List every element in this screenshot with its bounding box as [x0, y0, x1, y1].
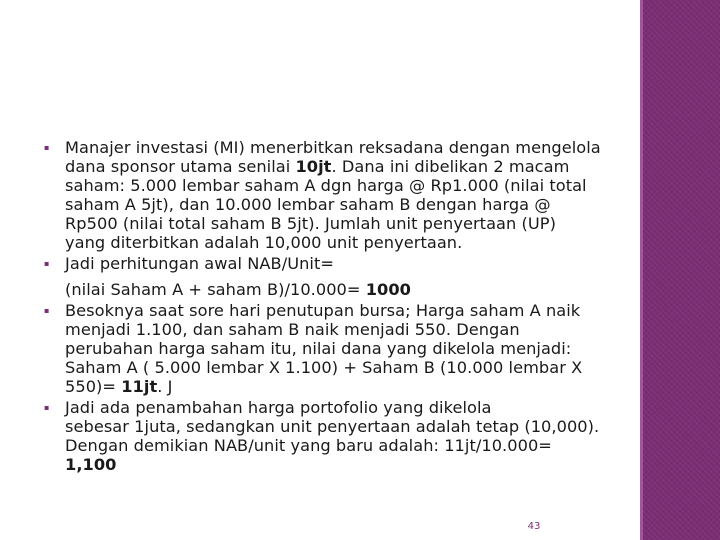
bullet-text-line: saham A 5jt), dan 10.000 lembar saham B dengan harga @	[65, 195, 551, 214]
bullet-list	[44, 138, 684, 474]
bullet-square-icon: ▪	[44, 143, 50, 152]
bullet-text-line: Besoknya saat sore hari penutupan bursa; Harga saham A naik	[65, 301, 581, 320]
bullet-text-line: Saham A ( 5.000 lembar X 1.100) + Saham B (10.000 lembar X	[65, 358, 583, 377]
emphasis-text: 10jt	[295, 157, 332, 176]
bullet-square-icon: ▪	[44, 403, 50, 412]
bullet-text-line: Jadi ada penambahan harga portofolio yang dikelola	[65, 398, 492, 417]
bullet-square-icon: ▪	[44, 306, 50, 315]
bullet-text-line: saham: 5.000 lembar saham A dgn harga @ Rp1.000 (nilai total	[65, 176, 587, 195]
bullet-text-line: Dengan demikian NAB/unit yang baru adalah: 11jt/10.000=	[65, 436, 552, 455]
bullet-item	[44, 138, 684, 252]
bullet-text-line: sebesar 1juta, sedangkan unit penyertaan adalah tetap (10,000).	[65, 417, 600, 436]
emphasis-text: 1000	[365, 280, 411, 299]
bullet-text-line: (nilai Saham A + saham B)/10.000= 1000	[65, 280, 411, 299]
bullet-text-line: Rp500 (nilai total saham B 5jt). Jumlah unit penyertaan (UP)	[65, 214, 556, 233]
bullet-text-line: dana sponsor utama senilai 10jt. Dana ini dibelikan 2 macam	[65, 157, 570, 176]
bullet-text-line: yang diterbitkan adalah 10,000 unit penyertaan.	[65, 233, 463, 252]
bullet-item	[44, 398, 684, 474]
bullet-text-line: Jadi perhitungan awal NAB/Unit=	[65, 254, 334, 273]
bullet-text-line: Manajer investasi (MI) menerbitkan reksadana dengan mengelola	[65, 138, 601, 157]
emphasis-text: 1,100	[65, 455, 117, 474]
emphasis-text: 11jt	[121, 377, 158, 396]
page-number: 43	[527, 521, 541, 532]
decorative-side-band	[643, 0, 720, 540]
bullet-text-line: menjadi 1.100, dan saham B naik menjadi 550. Dengan	[65, 320, 520, 339]
bullet-item	[44, 254, 684, 299]
bullet-item	[44, 301, 684, 396]
bullet-text-line	[65, 455, 684, 474]
bullet-text-line: 550)= 11jt. J	[65, 377, 173, 396]
bullet-square-icon: ▪	[44, 259, 50, 268]
bullet-text-line: perubahan harga saham itu, nilai dana yang dikelola menjadi:	[65, 339, 572, 358]
